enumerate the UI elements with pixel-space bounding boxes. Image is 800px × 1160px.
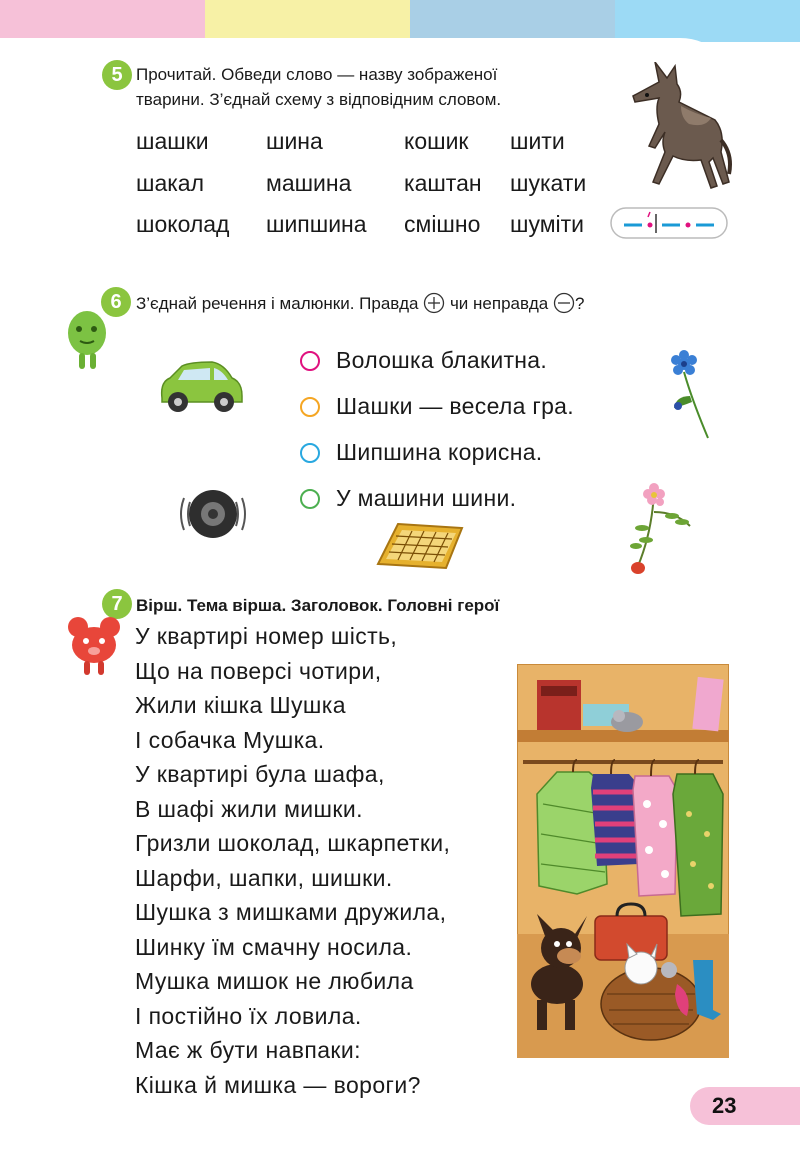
- poem-line: Мушка мишок не любила: [135, 968, 414, 994]
- exercise-5-number: 5: [102, 60, 132, 90]
- word[interactable]: машина: [266, 170, 352, 196]
- page-number-tab: [690, 1087, 800, 1125]
- poem-line: І постійно їх ловила.: [135, 1003, 362, 1029]
- word[interactable]: шоколад: [136, 211, 230, 237]
- exercise-6-instruction: З’єднай речення і малюнки. Правда чи неправда ?: [136, 294, 585, 313]
- jackal-illustration: [625, 62, 735, 190]
- exercise-6-number: 6: [101, 287, 131, 317]
- poem-line: Шушка з мишками дружила,: [135, 899, 447, 925]
- word[interactable]: шакал: [136, 170, 205, 196]
- sentence: У машини шини.: [336, 485, 517, 511]
- poem-line: Має ж бути навпаки:: [135, 1037, 361, 1063]
- word[interactable]: шукати: [510, 170, 587, 196]
- word[interactable]: каштан: [404, 170, 482, 196]
- checkers-board-illustration: [376, 522, 466, 572]
- poem-line: Шарфи, шапки, шишки.: [135, 865, 393, 891]
- exercise-5-instruction-1: Прочитай. Обведи слово — назву зображеної: [136, 65, 498, 84]
- poem-line: Шинку їм смачну носила.: [135, 934, 413, 960]
- word[interactable]: шипшина: [266, 211, 367, 237]
- poem-line: І собачка Мушка.: [135, 727, 325, 753]
- red-bear-mascot-illustration: [64, 615, 124, 677]
- tire-illustration: [178, 486, 248, 542]
- top-color-strip: [0, 0, 800, 42]
- poem-line: Жили кішка Шушка: [135, 692, 346, 718]
- exercise-7-number: 7: [102, 589, 132, 619]
- green-mascot-illustration: [64, 305, 110, 373]
- poem-line: У квартирі номер шість,: [135, 623, 398, 649]
- wardrobe-illustration: [517, 664, 729, 1058]
- word[interactable]: смішно: [404, 211, 481, 237]
- sentence: Волошка блакитна.: [336, 347, 548, 373]
- poem-line: В шафі жили мишки.: [135, 796, 363, 822]
- minus-circle-icon: [553, 292, 575, 314]
- poem-line: Що на поверсі чотири,: [135, 658, 382, 684]
- plus-circle-icon: [423, 292, 445, 314]
- answer-circle[interactable]: [300, 489, 320, 509]
- exercise-7-heading: Вірш. Тема вірша. Заголовок. Головні герої: [136, 596, 500, 615]
- sentence: Шипшина корисна.: [336, 439, 543, 465]
- poem-line: Кішка й мишка — вороги?: [135, 1072, 421, 1098]
- answer-circle[interactable]: [300, 443, 320, 463]
- poem-line: Гризли шоколад, шкарпетки,: [135, 830, 451, 856]
- word[interactable]: шуміти: [510, 211, 584, 237]
- cornflower-illustration: [668, 350, 718, 442]
- exercise-5-instruction-2: тварини. З’єднай схему з відповідним словом.: [136, 90, 502, 109]
- poem-line: У квартирі була шафа,: [135, 761, 385, 787]
- car-illustration: [156, 360, 246, 416]
- word-scheme[interactable]: [610, 207, 728, 239]
- rosehip-illustration: [624, 482, 696, 574]
- word[interactable]: шити: [510, 128, 565, 154]
- word[interactable]: шашки: [136, 128, 209, 154]
- page-number: 23: [712, 1093, 737, 1118]
- word[interactable]: кошик: [404, 128, 469, 154]
- sentence: Шашки — весела гра.: [336, 393, 574, 419]
- answer-circle[interactable]: [300, 351, 320, 371]
- answer-circle[interactable]: [300, 397, 320, 417]
- word[interactable]: шина: [266, 128, 323, 154]
